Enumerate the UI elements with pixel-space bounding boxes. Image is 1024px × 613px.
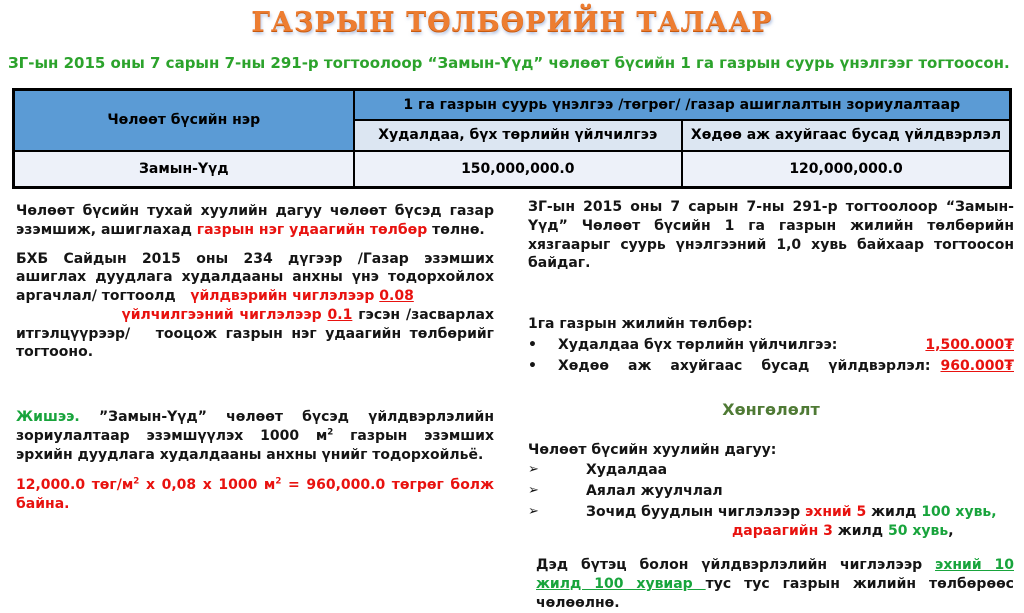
left-column <box>16 202 494 514</box>
fee-item-label: Худалдаа бүх төрлийн үйлчилгээ: <box>558 336 838 353</box>
discount-law-block <box>528 441 1014 541</box>
discount-list-item <box>528 461 1014 480</box>
subtitle-decree-text: ЗГ-ын 2015 оны 7 сарын 7-ны 291-р тогтоолоор “Замын-Үүд” чөлөөт бүсийн 1 га газрын суурь үнэлгээг тогтоосон. <box>8 54 1010 72</box>
right-column <box>528 198 1014 613</box>
table-subheader-production: Хөдөө аж ахуйгаас бусад үйлдвэрлэл <box>682 120 1011 151</box>
discount-item-hotel: Зочид буудлын чиглэлээр эхний 5 жилд 100 хувь, <box>586 503 997 520</box>
one-time-fee-paragraph: Чөлөөт бүсийн тухай хуулийн дагуу чөлөөт бүсэд газар эзэмшиж, ашиглахад газрын нэг удаагийн төлбөр төлнө. <box>16 203 494 238</box>
fee-item-label: Хөдөө аж ахуйгаас бусад үйлдвэрлэл: <box>558 357 931 374</box>
table-cell-trade-value: 150,000,000.0 <box>354 151 683 188</box>
table-row <box>14 151 1011 188</box>
table-cell-zone: Замын-Үүд <box>14 151 354 188</box>
annual-fee-block <box>528 315 1014 375</box>
discount-law-title: Чөлөөт бүсийн хуулийн дагуу: <box>528 441 777 458</box>
page-title: ГАЗРЫН ТӨЛБӨРИЙН ТАЛААР <box>251 7 773 38</box>
annual-fee-title: 1га газрын жилийн төлбөр: <box>528 316 753 332</box>
discount-list-item <box>528 482 1014 501</box>
example-paragraph: Жишээ. ”Замын-Үүд” чөлөөт бүсэд үйлдвэрлэлийн зориулалтаар эзэмшүүлэх 1000 $м^2$ газрын эзэмших эрхийн дуудлага худалдааны анхны үнийг тодорхойльё. <box>16 409 494 463</box>
arrow-bullet-icon: ➢ <box>528 483 539 499</box>
exemption-paragraph: Дэд бүтэц болон үйлдвэрлэлийн чиглэлээр эхний 10 жилд 100 хувиар тус тус газрын жилийн төлбөрөөс чөлөөлнө. <box>536 557 1014 611</box>
arrow-bullet-icon: ➢ <box>528 503 539 519</box>
fee-calculation-formula: 12,000.0 төг/$м^2$ х 0,08 х 1000 $м^2 = 960,000.0$ төгрөг болж байна. <box>16 476 494 512</box>
discount-list-item <box>528 503 1014 522</box>
table-cell-production-value: 120,000,000.0 <box>682 151 1011 188</box>
bullet-icon: • <box>528 336 537 353</box>
discount-item-label: Худалдаа <box>586 462 668 479</box>
discount-item-label: Аялал жуулчлал <box>586 483 723 500</box>
discount-section-title: Хөнгөлөлт <box>722 400 820 420</box>
bullet-icon: • <box>528 357 537 374</box>
fee-item-value: 960.000₮ <box>940 357 1014 374</box>
fee-list-item <box>528 357 1014 376</box>
fee-list-item <box>528 336 1014 355</box>
fee-item-value: 1,500.000₮ <box>925 336 1014 353</box>
table-header-valuation: 1 га газрын суурь үнэлгээ /төгрөг/ /газар ашиглалтын зориулалтаар <box>354 90 1011 120</box>
arrow-bullet-icon: ➢ <box>528 462 539 478</box>
table-header-zone-name: Чөлөөт бүсийн нэр <box>14 90 354 151</box>
discount-item-hotel-continued: дараагийн 3 жилд 50 хувь, <box>732 522 954 539</box>
ministry-decree-paragraph: БХБ Сайдын 2015 оны 234 дүгээр /Газар эзэмших ашиглах дуудлага худалдааны анхны үнэ тодорхойлох аргачлал/ тогтоолд үйлдвэрийн чиглэлээр 0.08 үйлчилгээний чиглэлээр 0.1 гэсэн /засварлах итгэлцүүрээр/ тооцож газрын нэг удаагийн төлбөрийг тогтооно. <box>16 250 495 361</box>
table-subheader-trade: Худалдаа, бүх төрлийн үйлчилгээ <box>354 120 683 151</box>
land-valuation-table <box>12 88 1012 189</box>
annual-fee-decree-paragraph: ЗГ-ын 2015 оны 7 сарын 7-ны 291-р тогтоолоор “Замын-Үүд” Чөлөөт бүсийн 1 га газрын жилийн төлбөрийн хязгаарыг суурь үнэлгээний 1,0 хувь байхаар тогтоосон байдаг. <box>528 199 1014 272</box>
